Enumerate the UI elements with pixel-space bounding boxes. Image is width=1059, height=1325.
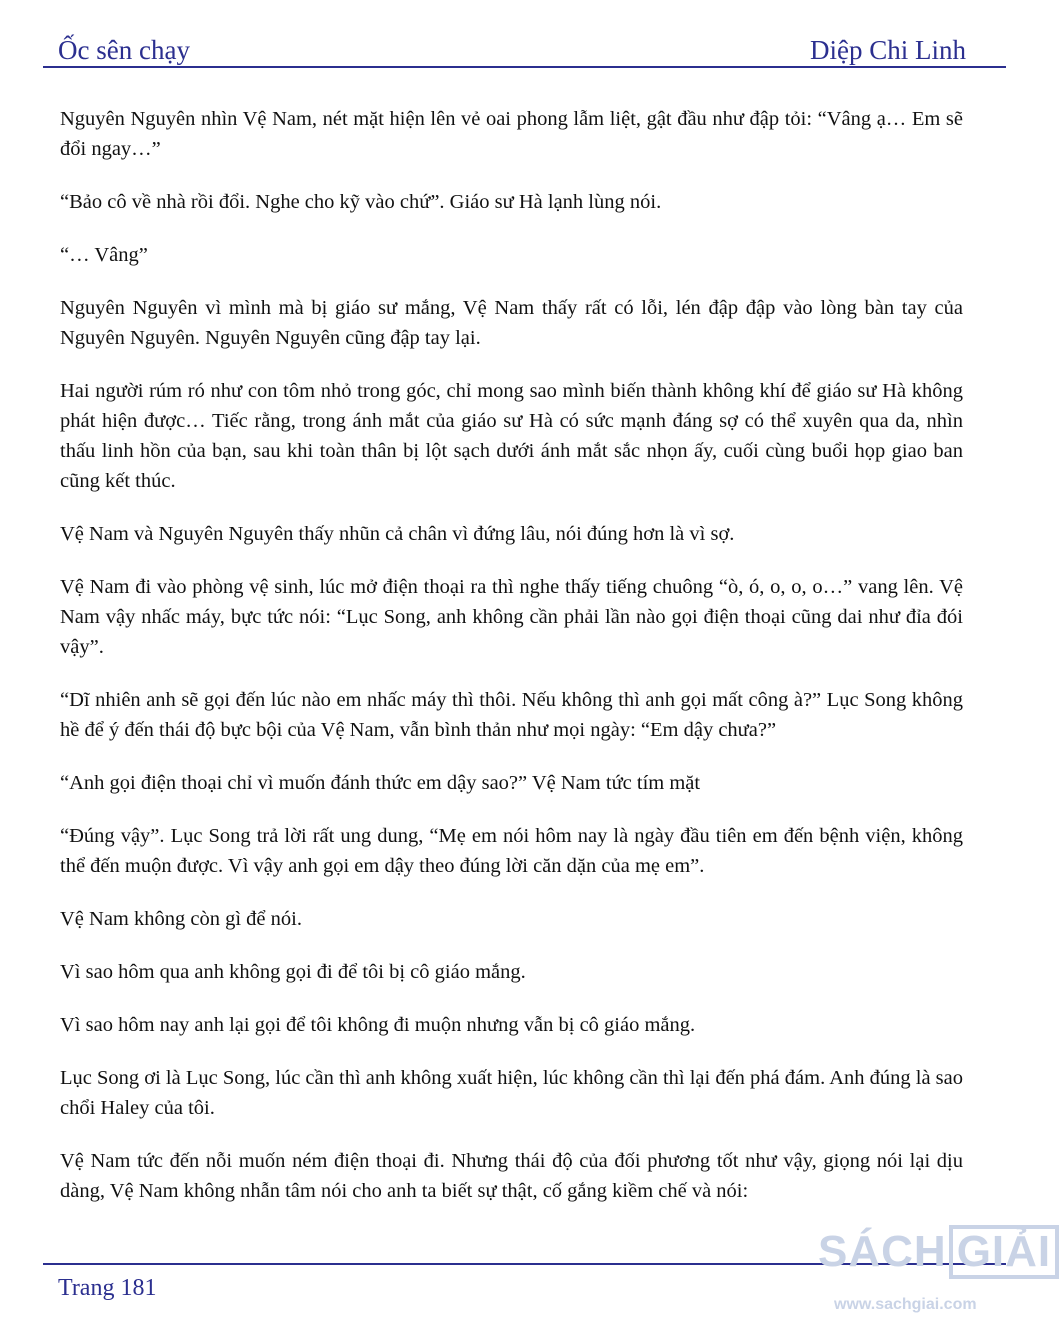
watermark-url: www.sachgiai.com xyxy=(834,1296,977,1313)
paragraph: Vệ Nam và Nguyên Nguyên thấy nhũn cả chân vì đứng lâu, nói đúng hơn là vì sợ. xyxy=(60,523,735,545)
paragraph: “Đúng vậy”. Lục Song trả lời rất ung dung, “Mẹ em nói hôm nay là ngày đầu tiên em đến bệnh viện, không thể đến muộn được. Vì vậy anh gọi em dậy theo đúng lời căn dặn của mẹ em”. xyxy=(60,825,963,877)
watermark-logo-box: GIẢI xyxy=(949,1225,1059,1279)
paragraph: “… Vâng” xyxy=(60,244,148,266)
book-title: Ốc sên chạy xyxy=(58,35,190,65)
page-number: Trang 181 xyxy=(58,1275,157,1301)
paragraph: Lục Song ơi là Lục Song, lúc cần thì anh không xuất hiện, lúc không cần thì lại đến phá đám. Anh đúng là sao chổi Haley của tôi. xyxy=(60,1067,963,1119)
author-name: Diệp Chi Linh xyxy=(810,35,966,65)
watermark-logo-text: SÁCH xyxy=(818,1227,947,1276)
paragraph: “Bảo cô về nhà rồi đổi. Nghe cho kỹ vào chứ”. Giáo sư Hà lạnh lùng nói. xyxy=(60,191,662,213)
watermark-logo xyxy=(818,1220,1052,1284)
paragraph: “Anh gọi điện thoại chỉ vì muốn đánh thức em dậy sao?” Vệ Nam tức tím mặt xyxy=(60,772,701,794)
paragraph: Nguyên Nguyên nhìn Vệ Nam, nét mặt hiện lên vẻ oai phong lẫm liệt, gật đầu như đập tỏi: “Vâng ạ… Em sẽ đổi ngay…” xyxy=(60,108,963,160)
page-body xyxy=(60,104,963,1229)
paragraph: Vì sao hôm nay anh lại gọi để tôi không đi muộn nhưng vẫn bị cô giáo mắng. xyxy=(60,1014,696,1036)
paragraph: Vệ Nam đi vào phòng vệ sinh, lúc mở điện thoại ra thì nghe thấy tiếng chuông “ò, ó, o, o, o…” vang lên. Vệ Nam vậy nhấc máy, bực tức nói: “Lục Song, anh không cần phải lần nào gọi điện thoại cũng dai như đỉa đói vậy”. xyxy=(60,576,963,658)
header-divider xyxy=(43,66,1006,68)
page-header xyxy=(58,26,966,66)
paragraph: Vệ Nam tức đến nỗi muốn ném điện thoại đi. Nhưng thái độ của đối phương tốt như vậy, giọng nói lại dịu dàng, Vệ Nam không nhẫn tâm nói cho anh ta biết sự thật, cố gắng kiềm chế và nói: xyxy=(60,1150,963,1202)
paragraph: Nguyên Nguyên vì mình mà bị giáo sư mắng, Vệ Nam thấy rất có lỗi, lén đập đập vào lòng bàn tay của Nguyên Nguyên. Nguyên Nguyên cũng đập tay lại. xyxy=(60,297,963,349)
paragraph: “Dĩ nhiên anh sẽ gọi đến lúc nào em nhấc máy thì thôi. Nếu không thì anh gọi mất công à?” Lục Song không hề để ý đến thái độ bực bội của Vệ Nam, vẫn bình thản như mọi ngày: “Em dậy chưa?” xyxy=(60,689,963,741)
paragraph: Hai người rúm ró như con tôm nhỏ trong góc, chỉ mong sao mình biến thành không khí để giáo sư Hà không phát hiện được… Tiếc rằng, trong ánh mắt của giáo sư Hà có sức mạnh đáng sợ có thể xuyên qua da, nhìn thấu linh hồn của bạn, sau khi toàn thân bị lột sạch dưới ánh mắt sắc nhọn ấy, cuối cùng buổi họp giao ban cũng kết thúc. xyxy=(60,380,963,492)
paragraph: Vì sao hôm qua anh không gọi đi để tôi bị cô giáo mắng. xyxy=(60,961,526,983)
paragraph: Vệ Nam không còn gì để nói. xyxy=(60,908,302,930)
